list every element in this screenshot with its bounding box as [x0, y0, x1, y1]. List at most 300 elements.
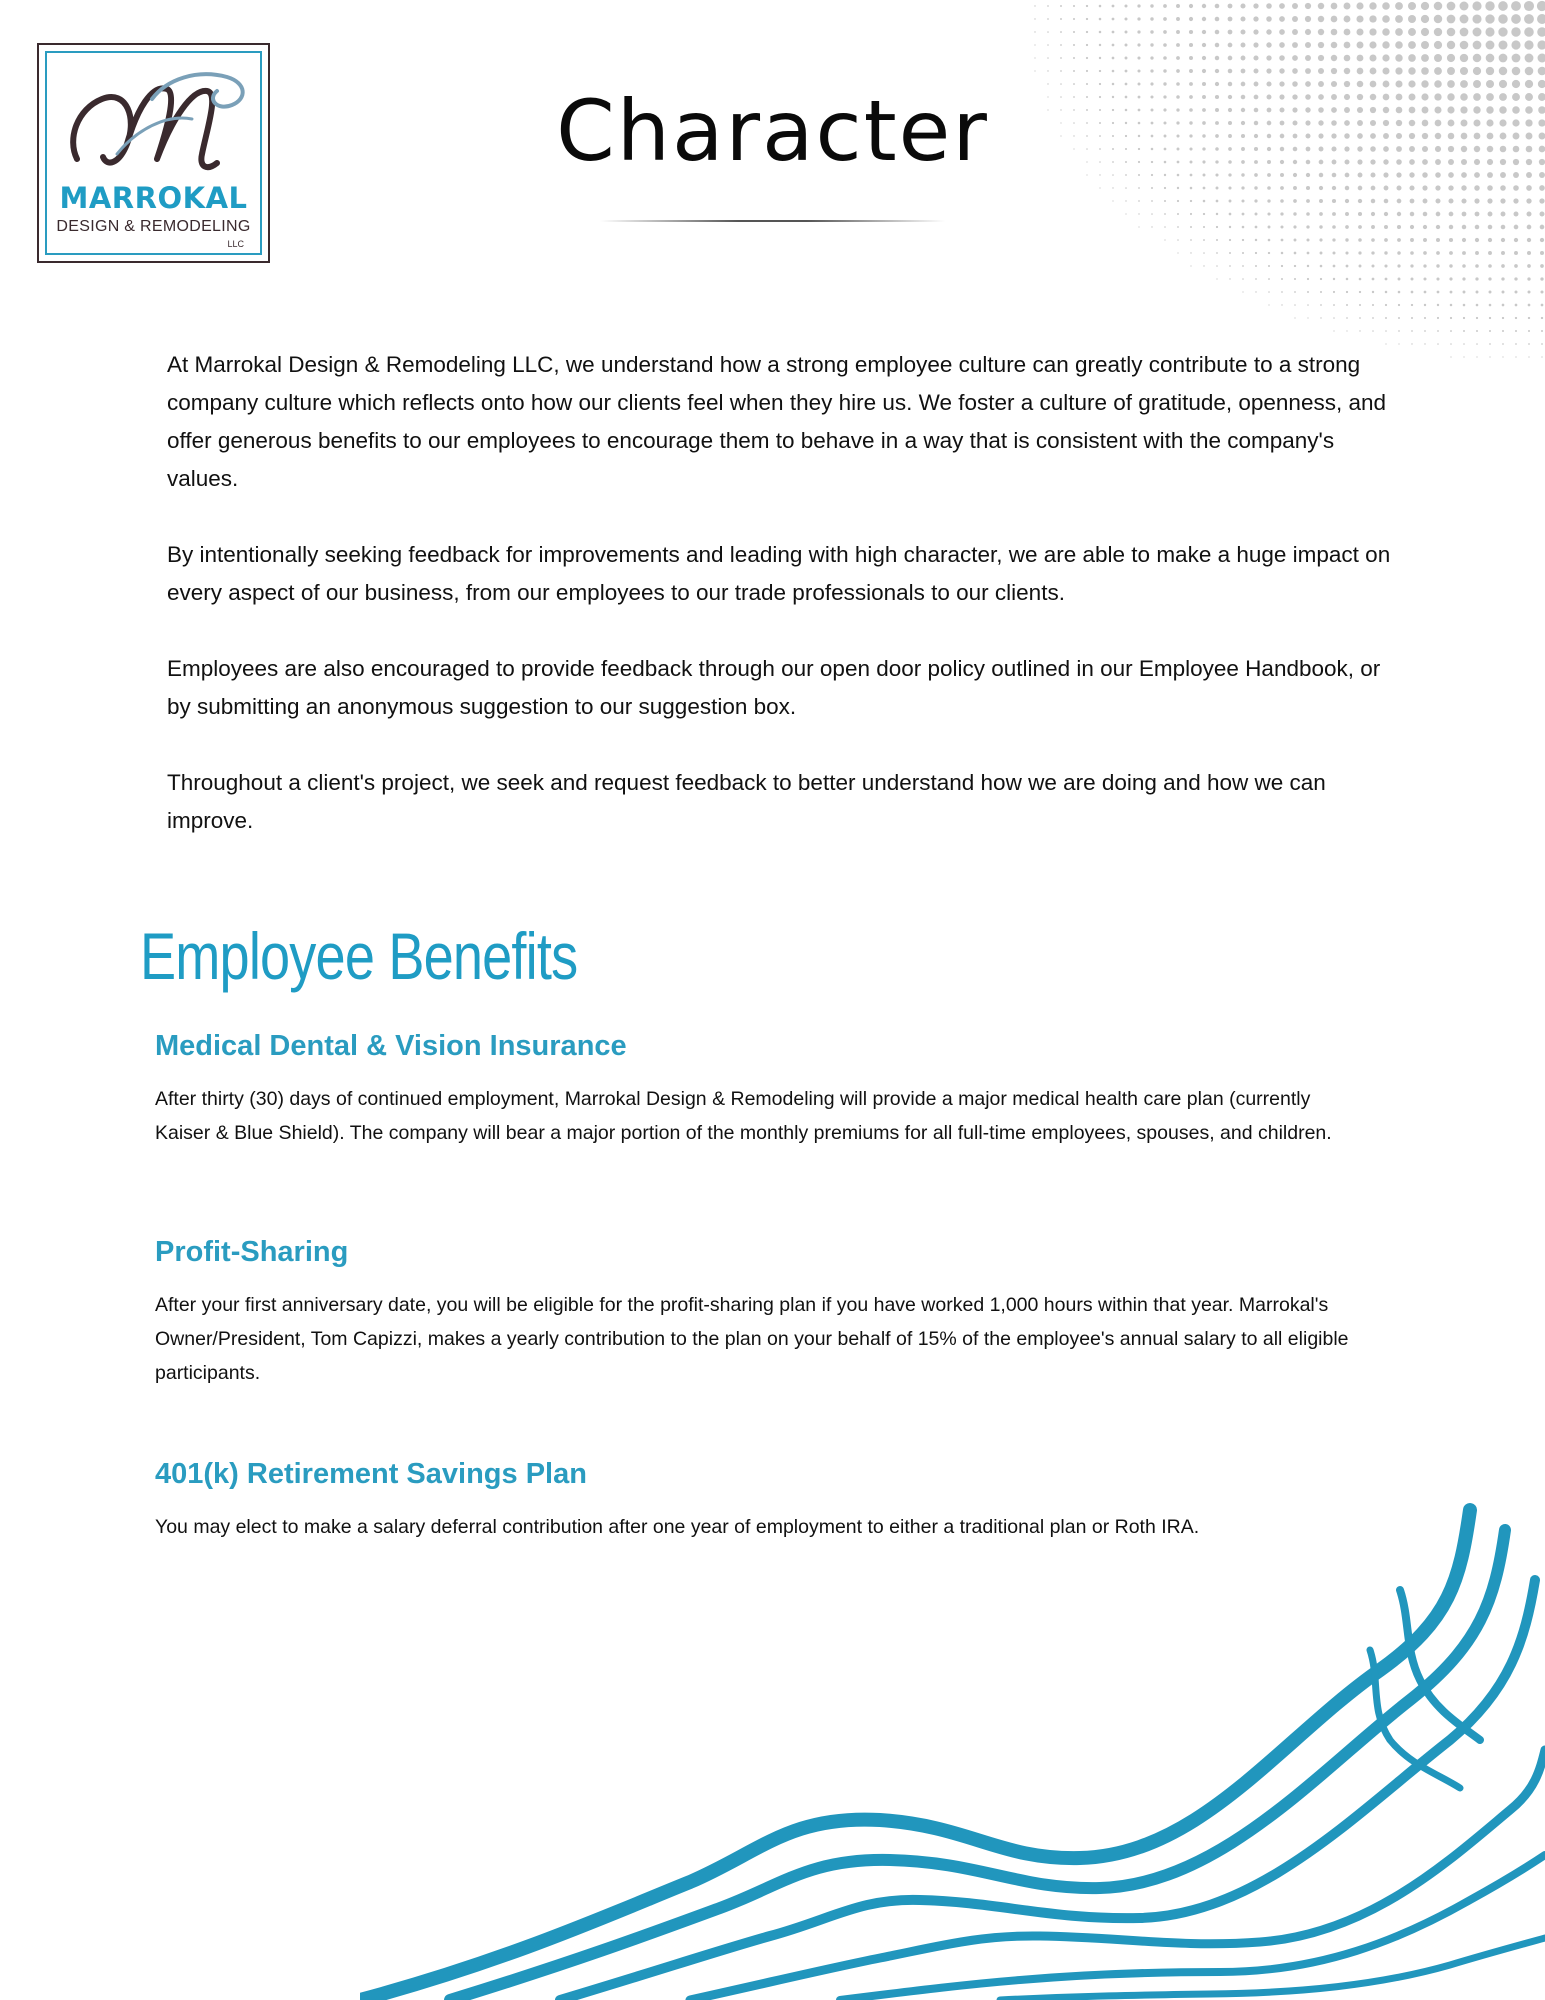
halftone-dot — [1410, 251, 1414, 255]
halftone-dot — [1502, 330, 1504, 332]
halftone-dot — [1344, 55, 1351, 62]
halftone-dot — [1488, 238, 1492, 242]
halftone-dot — [1177, 252, 1178, 253]
halftone-dot — [1385, 291, 1388, 294]
halftone-dot — [1189, 56, 1193, 60]
halftone-dot — [1462, 238, 1466, 242]
halftone-dot — [1346, 265, 1349, 268]
halftone-dot — [1372, 317, 1374, 319]
halftone-dot — [1448, 198, 1453, 203]
halftone-dot — [1190, 239, 1192, 241]
halftone-dot — [1537, 1, 1545, 11]
halftone-dot — [1502, 304, 1505, 307]
halftone-dot — [1541, 330, 1543, 332]
halftone-dot — [1137, 69, 1140, 72]
halftone-dot — [1382, 67, 1389, 74]
halftone-dot — [1228, 17, 1233, 22]
halftone-dot — [1460, 41, 1469, 50]
halftone-dot — [1060, 57, 1062, 59]
halftone-dot — [1408, 41, 1416, 49]
halftone-dot — [1292, 68, 1298, 74]
halftone-dot — [1151, 213, 1153, 215]
halftone-dot — [1176, 17, 1180, 21]
halftone-dot — [1099, 187, 1100, 188]
halftone-dot — [1034, 44, 1035, 45]
halftone-dot — [1421, 28, 1429, 36]
halftone-dot — [1255, 265, 1257, 267]
halftone-dot — [1164, 187, 1166, 189]
halftone-dot — [1487, 198, 1492, 203]
halftone-dot — [1382, 54, 1389, 61]
halftone-dot — [1125, 57, 1128, 60]
halftone-dot — [1398, 343, 1399, 344]
halftone-dot — [1294, 252, 1297, 255]
halftone-dot — [1332, 186, 1336, 190]
halftone-dot — [1177, 226, 1179, 228]
halftone-dot — [1112, 187, 1113, 188]
halftone-dot — [1485, 14, 1494, 23]
halftone-dot — [1369, 2, 1376, 9]
halftone-dot — [1279, 29, 1285, 35]
halftone-dot — [1240, 3, 1245, 8]
halftone-dot — [1125, 200, 1126, 201]
halftone-dot — [1357, 55, 1364, 62]
halftone-dot — [1150, 17, 1153, 20]
halftone-dot — [1255, 252, 1257, 254]
halftone-dot — [1410, 212, 1415, 217]
halftone-dot — [1216, 200, 1219, 203]
halftone-dot — [1150, 69, 1153, 72]
halftone-dot — [1292, 55, 1298, 61]
halftone-dot — [1538, 67, 1545, 76]
halftone-dot — [1437, 330, 1439, 332]
halftone-dot — [1358, 212, 1362, 216]
halftone-dot — [1489, 343, 1491, 345]
halftone-dot — [1358, 251, 1361, 254]
halftone-dot — [1267, 212, 1270, 215]
halftone-dot — [1524, 14, 1534, 24]
halftone-dot — [1268, 226, 1271, 229]
halftone-dot — [1421, 41, 1429, 49]
halftone-dot — [1344, 3, 1351, 10]
halftone-dot — [1450, 291, 1453, 294]
halftone-dot — [1307, 278, 1309, 280]
halftone-dot — [1319, 199, 1323, 203]
halftone-dot — [1475, 277, 1478, 280]
halftone-dot — [1423, 199, 1428, 204]
halftone-dot — [1215, 56, 1219, 60]
halftone-dot — [1307, 304, 1309, 306]
halftone-dot — [1099, 31, 1102, 34]
halftone-dot — [1539, 198, 1544, 203]
halftone-dot — [1512, 54, 1521, 63]
halftone-dot — [1305, 29, 1311, 35]
halftone-dot — [1474, 198, 1479, 203]
halftone-dot — [1242, 252, 1244, 254]
halftone-dot — [1228, 186, 1231, 189]
halftone-dot — [1163, 4, 1167, 8]
halftone-dot — [1203, 239, 1205, 241]
halftone-dot — [1164, 226, 1166, 228]
halftone-dot — [1397, 199, 1402, 204]
halftone-dot — [1073, 18, 1075, 20]
halftone-dot — [1086, 44, 1088, 46]
halftone-dot — [1395, 15, 1403, 23]
halftone-dot — [1525, 67, 1534, 76]
halftone-dot — [1241, 199, 1244, 202]
halftone-dot — [1346, 317, 1348, 319]
halftone-dot — [1488, 225, 1493, 230]
halftone-dot — [1294, 317, 1295, 318]
halftone-dot — [1541, 304, 1544, 307]
halftone-dot — [1099, 44, 1101, 46]
halftone-dot — [1371, 186, 1376, 191]
halftone-dot — [1203, 226, 1205, 228]
halftone-dot — [1344, 42, 1351, 49]
halftone-dot — [1215, 43, 1220, 48]
halftone-dot — [1511, 1, 1521, 11]
halftone-dot — [1189, 30, 1193, 34]
halftone-dot — [1320, 265, 1323, 268]
halftone-dot — [1306, 199, 1310, 203]
halftone-dot — [1473, 41, 1482, 50]
halftone-dot — [1255, 278, 1257, 280]
halftone-dot — [1384, 225, 1388, 229]
benefit-body-medical: After thirty (30) days of continued employment, Marrokal Design & Remodeling will provide a major medical health care plan (currently Kaiser & Blue Shield). The company will bear a major portion of the monthly premiums for all full-time employees, spouses, and children. — [155, 1088, 1332, 1144]
halftone-dot — [1475, 212, 1480, 217]
halftone-dot — [1384, 238, 1388, 242]
halftone-dot — [1294, 304, 1296, 306]
halftone-dot — [1306, 186, 1310, 190]
halftone-dot — [1449, 264, 1452, 267]
halftone-dot — [1344, 29, 1351, 36]
halftone-dot — [1475, 251, 1479, 255]
halftone-dot — [1242, 213, 1245, 216]
halftone-dot — [1514, 212, 1519, 217]
halftone-dot — [1501, 277, 1504, 280]
halftone-dot — [1307, 252, 1310, 255]
halftone-dot — [1526, 198, 1531, 203]
halftone-dot — [1437, 317, 1439, 319]
halftone-dot — [1537, 27, 1545, 37]
halftone-dot — [1371, 264, 1374, 267]
halftone-dot — [1398, 278, 1401, 281]
halftone-dot — [1359, 317, 1361, 319]
halftone-dot — [1318, 16, 1324, 22]
halftone-dot — [1449, 238, 1453, 242]
halftone-dot — [1528, 343, 1530, 345]
halftone-dot — [1241, 43, 1246, 48]
halftone-dot — [1164, 200, 1166, 202]
halftone-dot — [1202, 43, 1206, 47]
halftone-dot — [1423, 264, 1426, 267]
halftone-dot — [1371, 199, 1375, 203]
halftone-dot — [1281, 291, 1283, 293]
halftone-dot — [1177, 200, 1179, 202]
halftone-dot — [1319, 212, 1323, 216]
halftone-dot — [1450, 317, 1452, 319]
halftone-dot — [1540, 264, 1544, 268]
halftone-dot — [1163, 43, 1167, 47]
halftone-dot — [1280, 199, 1284, 203]
halftone-dot — [1099, 5, 1102, 8]
halftone-dot — [1436, 238, 1440, 242]
halftone-dot — [1409, 185, 1414, 190]
halftone-dot — [1333, 278, 1335, 280]
halftone-dot — [1047, 44, 1049, 46]
halftone-dot — [1410, 238, 1414, 242]
halftone-dot — [1500, 198, 1505, 203]
halftone-dot — [1476, 330, 1478, 332]
page-title: Character — [556, 82, 989, 180]
halftone-dot — [1292, 3, 1298, 9]
halftone-dot — [1436, 212, 1441, 217]
halftone-dot — [1268, 291, 1270, 293]
halftone-dot — [1125, 44, 1128, 47]
halftone-dot — [1397, 212, 1401, 216]
halftone-dot — [1268, 304, 1269, 305]
halftone-dot — [1541, 356, 1542, 357]
halftone-dot — [1397, 225, 1401, 229]
halftone-dot — [1408, 28, 1416, 36]
halftone-dot — [1359, 291, 1361, 293]
halftone-dot — [1138, 200, 1140, 202]
halftone-dot — [1281, 265, 1283, 267]
halftone-dot — [1369, 15, 1376, 22]
halftone-dot — [1447, 2, 1456, 11]
halftone-dot — [1502, 291, 1505, 294]
halftone-dot — [1241, 69, 1246, 74]
halftone-dot — [1449, 212, 1454, 217]
halftone-dot — [1292, 42, 1298, 48]
halftone-dot — [1486, 54, 1495, 63]
halftone-dot — [1528, 317, 1530, 319]
halftone-dot — [1527, 251, 1531, 255]
halftone-dot — [1137, 43, 1140, 46]
benefit-body-401k: You may elect to make a salary deferral contribution after one year of employment to either a traditional plan or Roth IRA. — [155, 1516, 1200, 1538]
halftone-dot — [1255, 213, 1258, 216]
halftone-dot — [1463, 304, 1466, 307]
halftone-dot — [1397, 186, 1402, 191]
halftone-dot — [1150, 30, 1153, 33]
halftone-dot — [1228, 43, 1233, 48]
halftone-dot — [1449, 251, 1453, 255]
halftone-dot — [1434, 15, 1442, 23]
halftone-dot — [1476, 317, 1478, 319]
halftone-dot — [1176, 30, 1180, 34]
halftone-dot — [1345, 186, 1350, 191]
halftone-dot — [1242, 278, 1244, 280]
halftone-dot — [1397, 238, 1401, 242]
halftone-dot — [1047, 5, 1049, 7]
halftone-dot — [1463, 317, 1465, 319]
halftone-dot — [1411, 304, 1413, 306]
halftone-dot — [1266, 29, 1271, 34]
halftone-dot — [1228, 69, 1233, 74]
halftone-dot — [1447, 67, 1455, 75]
halftone-dot — [1279, 16, 1285, 22]
halftone-dot — [1215, 69, 1219, 73]
halftone-dot — [1280, 225, 1283, 228]
halftone-dot — [1372, 291, 1374, 293]
halftone-dot — [1203, 187, 1206, 190]
halftone-dot — [1356, 15, 1363, 22]
halftone-dot — [1319, 186, 1323, 190]
halftone-dot — [1372, 304, 1374, 306]
halftone-dot — [1499, 54, 1508, 63]
halftone-dot — [1369, 28, 1376, 35]
halftone-dot — [1345, 199, 1349, 203]
halftone-dot — [1305, 42, 1311, 48]
halftone-dot — [1151, 187, 1153, 189]
halftone-dot — [1527, 225, 1532, 230]
halftone-dot — [1511, 40, 1520, 49]
halftone-dot — [1125, 70, 1128, 73]
halftone-dot — [1527, 238, 1531, 242]
halftone-dot — [1462, 225, 1466, 229]
halftone-dot — [1515, 330, 1517, 332]
halftone-dot — [1279, 3, 1285, 9]
halftone-dot — [1528, 304, 1531, 307]
halftone-dot — [1511, 14, 1521, 24]
halftone-dot — [1189, 43, 1193, 47]
halftone-dot — [1318, 29, 1324, 35]
halftone-dot — [1060, 31, 1062, 33]
halftone-dot — [1450, 304, 1453, 307]
halftone-dot — [1240, 29, 1245, 34]
halftone-dot — [1537, 40, 1545, 49]
halftone-dot — [1060, 70, 1062, 72]
halftone-dot — [1216, 265, 1218, 267]
halftone-dot — [1320, 304, 1322, 306]
halftone-dot — [1086, 70, 1088, 72]
halftone-dot — [1436, 277, 1439, 280]
halftone-dot — [1333, 252, 1336, 255]
halftone-dot — [1255, 291, 1256, 292]
halftone-dot — [1331, 55, 1337, 61]
halftone-dot — [1463, 291, 1466, 294]
halftone-dot — [1202, 4, 1206, 8]
halftone-dot — [1395, 54, 1402, 61]
halftone-dot — [1395, 67, 1402, 74]
halftone-dot — [1384, 212, 1388, 216]
halftone-dot — [1500, 185, 1506, 191]
halftone-dot — [1318, 55, 1324, 61]
halftone-dot — [1086, 31, 1088, 33]
halftone-dot — [1319, 225, 1322, 228]
halftone-dot — [1358, 199, 1362, 203]
halftone-dot — [1255, 226, 1258, 229]
halftone-dot — [1150, 43, 1153, 46]
halftone-dot — [1176, 56, 1180, 60]
halftone-dot — [1137, 56, 1140, 59]
halftone-dot — [1112, 18, 1115, 21]
halftone-dot — [1421, 15, 1429, 23]
benefit-heading-medical: Medical Dental & Vision Insurance — [155, 1030, 627, 1062]
halftone-dot — [1485, 27, 1494, 36]
halftone-dot — [1331, 29, 1338, 36]
halftone-dot — [1515, 304, 1518, 307]
halftone-dot — [1476, 304, 1479, 307]
halftone-dot — [1138, 226, 1139, 227]
halftone-dot — [1228, 56, 1233, 61]
halftone-dot — [1151, 200, 1153, 202]
halftone-dot — [1411, 278, 1414, 281]
halftone-dot — [1395, 41, 1403, 49]
halftone-dot — [1305, 16, 1311, 22]
halftone-dot — [1423, 238, 1427, 242]
halftone-dot — [1498, 1, 1508, 11]
halftone-dot — [1203, 252, 1205, 254]
halftone-dot — [1190, 265, 1191, 266]
halftone-dot — [1333, 291, 1335, 293]
halftone-dot — [1437, 304, 1439, 306]
halftone-dot — [1060, 5, 1062, 7]
halftone-dot — [1473, 28, 1482, 37]
halftone-dot — [1293, 212, 1296, 215]
halftone-dot — [1307, 265, 1309, 267]
halftone-dot — [1423, 225, 1427, 229]
halftone-dot — [1292, 29, 1298, 35]
halftone-dot — [1047, 57, 1049, 59]
halftone-dot — [1163, 17, 1167, 21]
halftone-dot — [1424, 343, 1425, 344]
halftone-dot — [1421, 2, 1429, 10]
halftone-dot — [1034, 5, 1035, 6]
halftone-dot — [1320, 278, 1322, 280]
halftone-dot — [1137, 4, 1140, 7]
halftone-dot — [1462, 264, 1466, 268]
halftone-dot — [1255, 239, 1257, 241]
halftone-dot — [1189, 69, 1193, 73]
halftone-dot — [1318, 3, 1324, 9]
halftone-dot — [1408, 15, 1416, 23]
halftone-dot — [1320, 317, 1321, 318]
halftone-dot — [1408, 2, 1416, 10]
halftone-dot — [1267, 186, 1271, 190]
halftone-dot — [1268, 252, 1270, 254]
halftone-dot — [1253, 3, 1258, 8]
halftone-dot — [1450, 330, 1452, 332]
halftone-dot — [1202, 17, 1206, 21]
halftone-dot — [1501, 264, 1505, 268]
halftone-dot — [1398, 291, 1401, 294]
halftone-dot — [1487, 185, 1493, 191]
halftone-dot — [1358, 238, 1362, 242]
halftone-dot — [1216, 252, 1218, 254]
halftone-dot — [1346, 291, 1348, 293]
halftone-dot — [1034, 57, 1035, 58]
intro-paragraph-3: Employees are also encouraged to provide feedback through our open door policy outlined in our Employee Handbook, or by submitting an anonymous suggestion to our suggestion box. — [167, 656, 1381, 719]
halftone-dot — [1395, 28, 1403, 36]
halftone-dot — [1203, 265, 1204, 266]
halftone-dot — [1410, 199, 1415, 204]
halftone-dot — [1447, 28, 1456, 37]
halftone-dot — [1463, 356, 1464, 357]
halftone-dot — [1125, 213, 1126, 214]
halftone-dot — [1034, 31, 1035, 32]
halftone-dot — [1190, 213, 1192, 215]
halftone-dot — [1228, 4, 1233, 9]
halftone-dot — [1189, 4, 1193, 8]
halftone-dot — [1163, 56, 1167, 60]
halftone-dot — [1189, 17, 1193, 21]
halftone-dot — [1124, 17, 1127, 20]
halftone-dot — [1525, 54, 1534, 63]
halftone-dot — [1281, 239, 1284, 242]
halftone-dot — [1112, 44, 1115, 47]
halftone-dot — [1382, 28, 1389, 35]
